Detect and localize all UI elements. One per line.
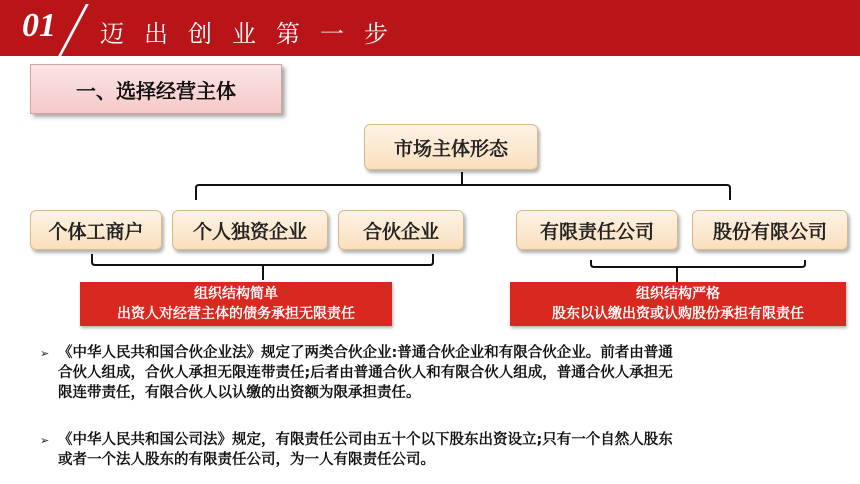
unlimited-liability-note xyxy=(80,282,392,326)
node-individual-business xyxy=(30,210,162,250)
page-title: 迈出创业第一步 xyxy=(100,20,408,48)
limited-liability-note xyxy=(510,282,846,326)
node-label: 个人独资企业 xyxy=(192,220,307,243)
section-heading-text: 一、选择经营主体 xyxy=(76,78,236,103)
note-line: 股东以认缴出资或认购股份承担有限责任 xyxy=(552,306,804,322)
partnership-law-paragraph xyxy=(58,343,840,403)
note-line: 组织结构简单 xyxy=(194,286,278,302)
node-label: 有限责任公司 xyxy=(539,220,654,243)
note-line: 出资人对经营主体的债务承担无限责任 xyxy=(117,306,355,322)
node-sole-proprietorship xyxy=(172,210,328,250)
bullet-arrow-icon: ➢ xyxy=(40,347,50,360)
paragraph-line: 或者一个法人股东的有限责任公司，为一人有限责任公司。 xyxy=(58,452,435,468)
node-joint-stock-company xyxy=(692,210,848,250)
note-line: 组织结构严格 xyxy=(636,286,720,302)
root-node-label: 市场主体形态 xyxy=(393,137,508,160)
node-partnership xyxy=(338,210,464,250)
root-node-market-entity xyxy=(364,124,538,170)
node-label: 合伙企业 xyxy=(362,220,439,243)
paragraph-line: 合伙人组成，合伙人承担无限连带责任;后者由普通合伙人和有限合伙人组成，普通合伙人承担无 xyxy=(58,365,673,381)
node-label: 股份有限公司 xyxy=(712,220,827,243)
paragraph-line: 限连带责任，有限合伙人以认缴的出资额为限承担责任。 xyxy=(58,385,421,401)
node-label: 个体工商户 xyxy=(48,220,144,243)
paragraph-line: 《中华人民共和国公司法》规定，有限责任公司由五十个以下股东出资设立;只有一个自然人股东 xyxy=(58,432,673,448)
company-law-paragraph xyxy=(58,430,840,470)
section-number: 01 xyxy=(22,7,56,44)
node-limited-liability-company xyxy=(516,210,678,250)
paragraph-line: 《中华人民共和国合伙企业法》规定了两类合伙企业:普通合伙企业和有限合伙企业。前者由普通 xyxy=(58,345,673,361)
bullet-arrow-icon: ➢ xyxy=(40,434,50,447)
